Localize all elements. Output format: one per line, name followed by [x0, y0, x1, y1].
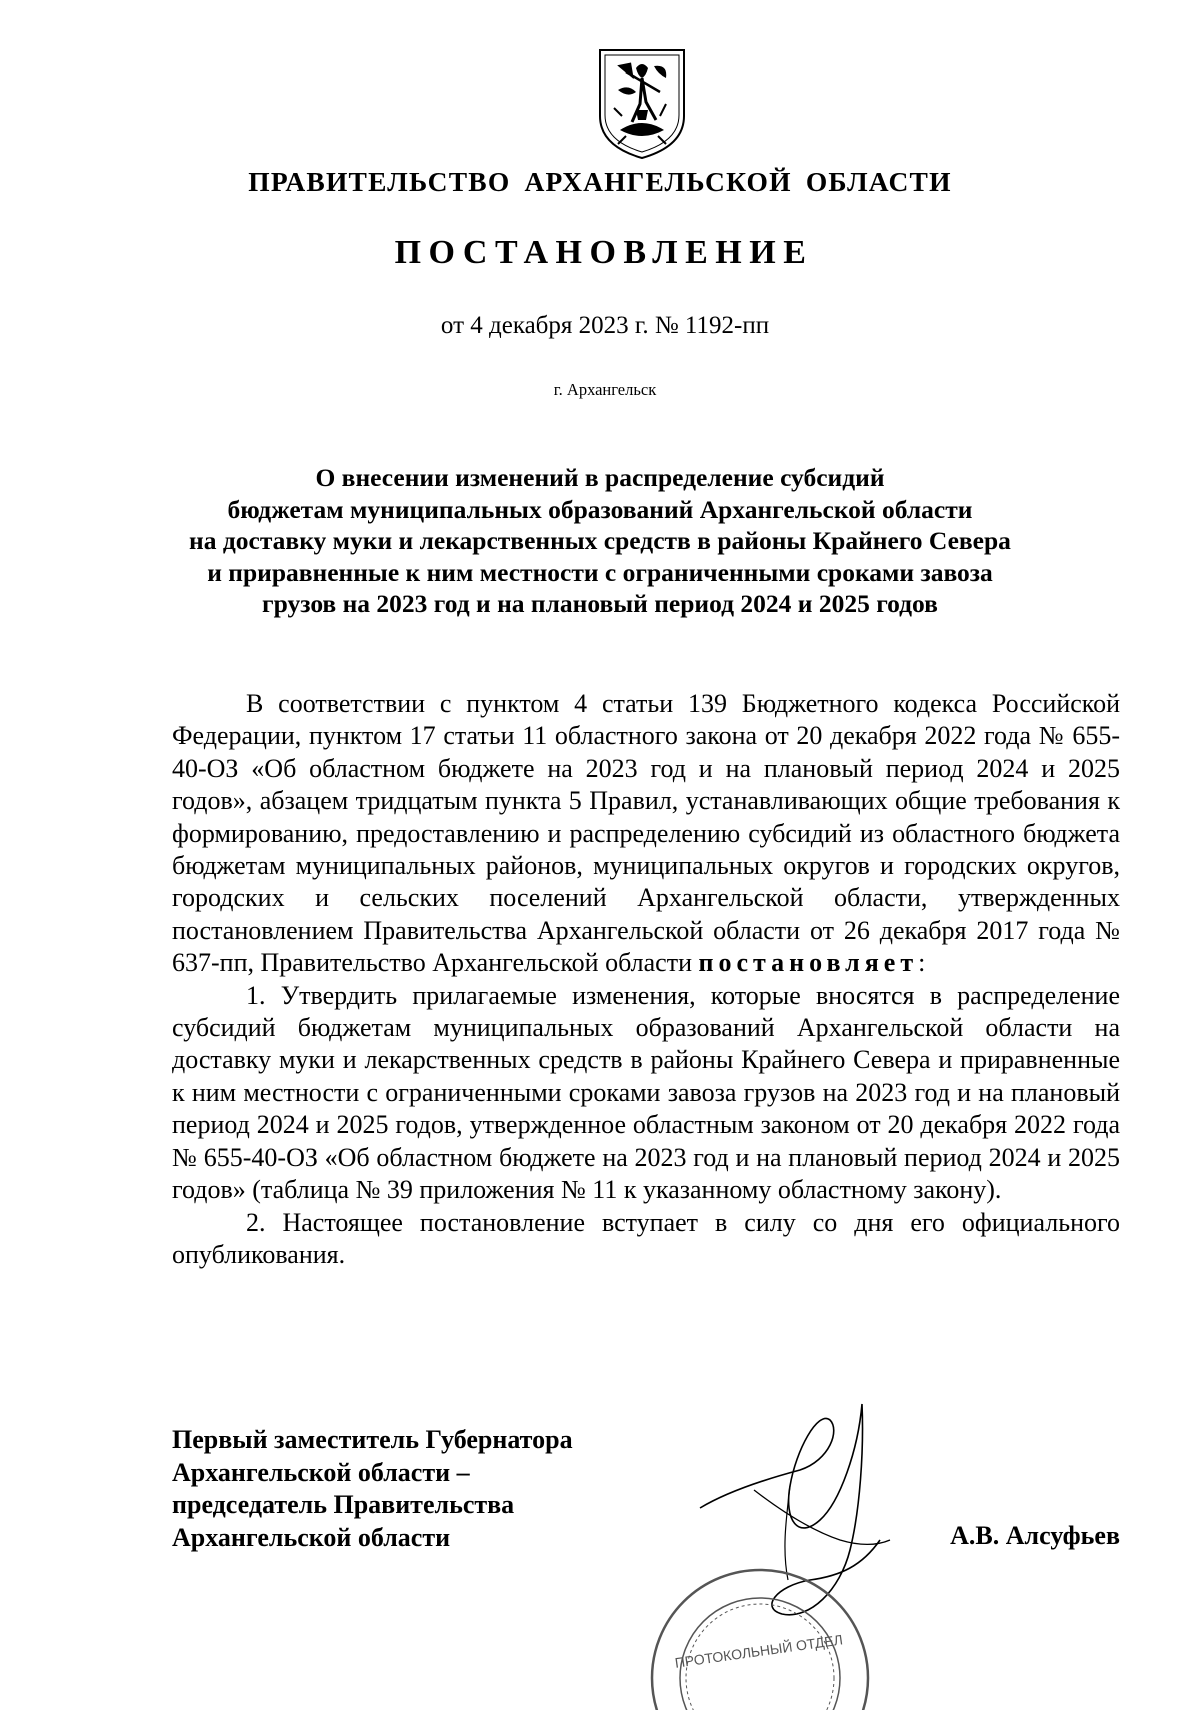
government-name: ПРАВИТЕЛЬСТВО АРХАНГЕЛЬСКОЙ ОБЛАСТИ	[248, 166, 952, 197]
signer-position	[172, 1424, 573, 1554]
document-subject	[150, 462, 1050, 620]
signer-position-line: Архангельской области	[172, 1522, 451, 1552]
document-city: г. Архангельск	[553, 380, 657, 399]
subject-line: грузов на 2023 год и на плановый период 2024 и 2025 годов	[262, 589, 938, 618]
subject-line: О внесении изменений в распределение субсидий	[315, 463, 885, 492]
signer-position-line: Архангельской области –	[172, 1457, 470, 1487]
decree-word: постановляет	[698, 948, 919, 978]
document-type: ПОСТАНОВЛЕНИЕ	[394, 234, 814, 271]
signer-position-line: председатель Правительства	[172, 1490, 515, 1519]
preamble-text: В соответствии с пунктом 4 статьи 139 Бюджетного кодекса Российской Федерации, пунктом 17 статьи 11 областного закона от 20 декабря 2022 года № 655-40-ОЗ «Об областном бюджете на 2023 год и на плановый период 2024 и 2025 годов», абзацем тридцатым пункта 5 Правил, устанавливающих общие требования к формированию, предоставлению и распределению субсидий из областного бюджета бюджетам муниципальных районов, муниципальных округов и городских округов, городских и сельских поселений Архангельской области, утвержденных постановлением Правительства Архангельской области от 26 декабря 2017 года № 637-пп, Правительство Архангельской области	[172, 689, 1120, 978]
signer-position-line: Первый заместитель Губернатора	[172, 1425, 573, 1454]
document-date-number: от 4 декабря 2023 г. № 1192-пп	[440, 312, 770, 339]
item-2-paragraph: 2. Настоящее постановление вступает в силу со дня его официального опубликования.	[172, 1207, 1120, 1269]
subject-line: на доставку муки и лекарственных средств в районы Крайнего Севера	[189, 526, 1011, 555]
signer-name: А.В. Алсуфьев	[950, 1521, 1120, 1550]
subject-line: и приравненные к ним местности с ограниченными сроками завоза	[207, 557, 993, 587]
stamp-text: ПРОТОКОЛЬНЫЙ ОТДЕЛ	[673, 1631, 844, 1671]
round-stamp-icon	[640, 1560, 880, 1710]
preamble-paragraph	[172, 688, 1120, 980]
decree-colon: :	[918, 948, 926, 978]
document-body	[172, 688, 1120, 1271]
subject-line: бюджетам муниципальных образований Архангельской области	[227, 494, 973, 524]
arkhangelsk-coat-of-arms-icon	[596, 46, 688, 162]
item-1-paragraph: 1. Утвердить прилагаемые изменения, которые вносятся в распределение субсидий бюджетам муниципальных образований Архангельской области на доставку муки и лекарственных средств в районы Крайнего Севера и приравненные к ним местности с ограниченными сроками завоза грузов на 2023 год и на плановый период 2024 и 2025 годов, утвержденное областным законом от 20 декабря 2022 года № 655-40-ОЗ «Об областном бюджете на 2023 год и на плановый период 2024 и 2025 годов» (таблица № 39 приложения № 11 к указанному областному закону).	[172, 980, 1120, 1205]
